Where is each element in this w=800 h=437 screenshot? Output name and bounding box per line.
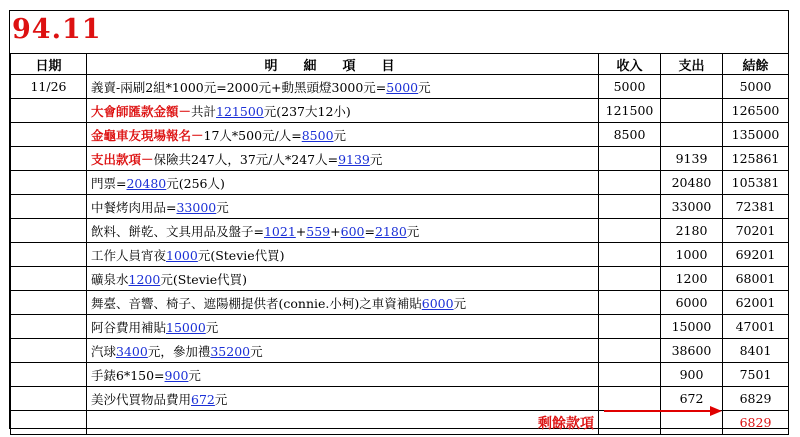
row-detail bbox=[87, 339, 599, 363]
detail-amount: 559 bbox=[306, 223, 331, 239]
row-expense: 20480 bbox=[661, 171, 723, 195]
header-row bbox=[11, 54, 789, 75]
row-expense: 38600 bbox=[661, 339, 723, 363]
row-expense bbox=[661, 123, 723, 147]
row-date bbox=[11, 291, 87, 315]
row-date bbox=[11, 315, 87, 339]
ledger-row bbox=[11, 219, 789, 243]
row-balance: 6829 bbox=[723, 387, 789, 411]
detail-amount: 1200 bbox=[128, 271, 161, 287]
row-balance: 5000 bbox=[723, 75, 789, 99]
row-detail bbox=[87, 123, 599, 147]
detail-text: 元 bbox=[418, 79, 431, 95]
header-income: 收入 bbox=[599, 54, 661, 75]
ledger-row bbox=[11, 75, 789, 99]
row-income bbox=[599, 219, 661, 243]
row-date bbox=[11, 339, 87, 363]
detail-text: 汽球 bbox=[91, 343, 117, 359]
row-expense: 672 bbox=[661, 387, 723, 411]
detail-text: + bbox=[295, 223, 307, 239]
row-balance: 62001 bbox=[723, 291, 789, 315]
row-balance: 70201 bbox=[723, 219, 789, 243]
row-balance: 125861 bbox=[723, 147, 789, 171]
row-balance: 69201 bbox=[723, 243, 789, 267]
row-date bbox=[11, 267, 87, 291]
row-income bbox=[599, 147, 661, 171]
ledger-row bbox=[11, 123, 789, 147]
ledger-table bbox=[10, 53, 789, 435]
header-detail: 明細項目 bbox=[87, 54, 599, 75]
detail-amount: 121500 bbox=[216, 103, 264, 119]
row-detail bbox=[87, 387, 599, 411]
row-expense: 900 bbox=[661, 363, 723, 387]
row-expense: 15000 bbox=[661, 315, 723, 339]
row-date: 11/26 bbox=[11, 75, 87, 99]
row-detail bbox=[87, 291, 599, 315]
row-expense: 2180 bbox=[661, 219, 723, 243]
detail-text: 元 bbox=[250, 343, 263, 359]
row-detail bbox=[87, 267, 599, 291]
detail-text: 義賣-兩刷2組*1000元=2000元+動黑頭燈3000元= bbox=[91, 79, 387, 95]
row-expense: 1200 bbox=[661, 267, 723, 291]
row-detail bbox=[87, 315, 599, 339]
detail-text: 飲料、餅乾、文具用品及盤子= bbox=[91, 223, 264, 239]
detail-amount: 1021 bbox=[263, 223, 296, 239]
detail-text: 元 bbox=[205, 319, 219, 335]
row-expense: 33000 bbox=[661, 195, 723, 219]
detail-amount: 3400 bbox=[116, 343, 148, 359]
row-income: 5000 bbox=[599, 75, 661, 99]
ledger-row bbox=[11, 315, 789, 339]
detail-text: 元 bbox=[188, 367, 201, 383]
ledger-row bbox=[11, 195, 789, 219]
row-date bbox=[11, 147, 87, 171]
row-income: 121500 bbox=[599, 99, 661, 123]
detail-text: 保險共247人，37元/人*247人= bbox=[153, 151, 339, 167]
arrow-right-icon bbox=[604, 404, 724, 418]
detail-text: 元(Stevie代買) bbox=[197, 247, 285, 263]
detail-amount: 15000 bbox=[166, 319, 206, 335]
remaining-label-cell bbox=[87, 411, 599, 435]
row-detail bbox=[87, 219, 599, 243]
row-income bbox=[599, 315, 661, 339]
row-detail bbox=[87, 171, 599, 195]
detail-text: 元 bbox=[453, 295, 467, 311]
detail-text: 手錶6*150= bbox=[91, 367, 165, 383]
row-date bbox=[11, 363, 87, 387]
row-expense: 1000 bbox=[661, 243, 723, 267]
ledger-row bbox=[11, 243, 789, 267]
header-expense: 支出 bbox=[661, 54, 723, 75]
detail-amount: 8500 bbox=[301, 127, 334, 143]
row-date bbox=[11, 195, 87, 219]
detail-text: 元 bbox=[333, 127, 347, 143]
detail-amount: 9139 bbox=[338, 151, 370, 167]
row-income: 8500 bbox=[599, 123, 661, 147]
row-income bbox=[599, 195, 661, 219]
row-balance: 68001 bbox=[723, 267, 789, 291]
row-expense bbox=[661, 99, 723, 123]
ledger-row bbox=[11, 363, 789, 387]
detail-text: 元(237大12小) bbox=[263, 103, 351, 119]
detail-text: 門票= bbox=[91, 175, 127, 191]
row-detail bbox=[87, 75, 599, 99]
detail-text: 中餐烤肉用品= bbox=[91, 199, 177, 215]
detail-heading: 支出款項－ bbox=[91, 151, 154, 167]
row-balance: 8401 bbox=[723, 339, 789, 363]
detail-text: 共計 bbox=[191, 103, 217, 119]
row-expense: 9139 bbox=[661, 147, 723, 171]
row-date bbox=[11, 171, 87, 195]
detail-amount: 672 bbox=[191, 391, 215, 407]
detail-text: + bbox=[330, 223, 341, 239]
detail-amount: 6000 bbox=[421, 295, 454, 311]
ledger-body bbox=[11, 75, 789, 411]
ledger-row bbox=[11, 171, 789, 195]
detail-amount: 20480 bbox=[126, 175, 167, 191]
row-detail bbox=[87, 363, 599, 387]
page-title: 94.11 bbox=[12, 14, 102, 45]
row-detail bbox=[87, 243, 599, 267]
ledger-row bbox=[11, 291, 789, 315]
remaining-label: 剩餘款項 bbox=[538, 415, 594, 432]
ledger-row bbox=[11, 99, 789, 123]
detail-text: 阿谷費用補貼 bbox=[91, 319, 167, 335]
row-income bbox=[599, 243, 661, 267]
detail-text: 元，參加禮 bbox=[147, 343, 211, 359]
ledger-row bbox=[11, 267, 789, 291]
detail-text: 美沙代買物品費用 bbox=[91, 391, 192, 407]
detail-text: 元 bbox=[214, 391, 228, 407]
row-balance: 126500 bbox=[723, 99, 789, 123]
detail-heading: 大會師匯款金額－ bbox=[91, 103, 192, 119]
row-income bbox=[599, 267, 661, 291]
detail-text: 元 bbox=[369, 151, 383, 167]
row-balance: 7501 bbox=[723, 363, 789, 387]
row-date bbox=[11, 99, 87, 123]
row-detail bbox=[87, 99, 599, 123]
detail-heading: 金龜車友現場報名－ bbox=[91, 127, 204, 143]
row-date bbox=[11, 387, 87, 411]
row-detail bbox=[87, 195, 599, 219]
detail-amount: 900 bbox=[164, 367, 189, 383]
detail-amount: 35200 bbox=[210, 343, 251, 359]
ledger-row bbox=[11, 147, 789, 171]
detail-text: 17人*500元/人= bbox=[203, 127, 302, 143]
row-income bbox=[599, 291, 661, 315]
detail-text: 元 bbox=[406, 223, 420, 239]
row-balance: 135000 bbox=[723, 123, 789, 147]
row-balance: 105381 bbox=[723, 171, 789, 195]
header-date: 日期 bbox=[11, 54, 87, 75]
row-expense: 6000 bbox=[661, 291, 723, 315]
detail-text: 舞臺、音響、椅子、遮陽棚提供者(connie.小柯)之車資補貼 bbox=[91, 295, 422, 311]
remaining-value: 6829 bbox=[723, 411, 789, 435]
detail-text: 元 bbox=[216, 199, 229, 215]
row-expense bbox=[661, 75, 723, 99]
row-date bbox=[11, 219, 87, 243]
row-detail bbox=[87, 147, 599, 171]
row-date bbox=[11, 123, 87, 147]
detail-amount: 2180 bbox=[374, 223, 407, 239]
row-income bbox=[599, 171, 661, 195]
row-balance: 72381 bbox=[723, 195, 789, 219]
detail-amount: 600 bbox=[340, 223, 365, 239]
detail-text: 工作人員宵夜 bbox=[91, 247, 167, 263]
row-income bbox=[599, 363, 661, 387]
detail-amount: 1000 bbox=[166, 247, 198, 263]
detail-amount: 33000 bbox=[176, 199, 217, 215]
detail-text: 元(256人) bbox=[166, 175, 225, 191]
row-income bbox=[599, 339, 661, 363]
row-date bbox=[11, 243, 87, 267]
header-balance: 結餘 bbox=[723, 54, 789, 75]
detail-text: 元(Stevie代買) bbox=[160, 271, 248, 287]
row-balance: 47001 bbox=[723, 315, 789, 339]
detail-amount: 5000 bbox=[386, 79, 419, 95]
detail-text: = bbox=[364, 223, 375, 239]
ledger-row bbox=[11, 339, 789, 363]
detail-text: 礦泉水 bbox=[91, 271, 129, 287]
